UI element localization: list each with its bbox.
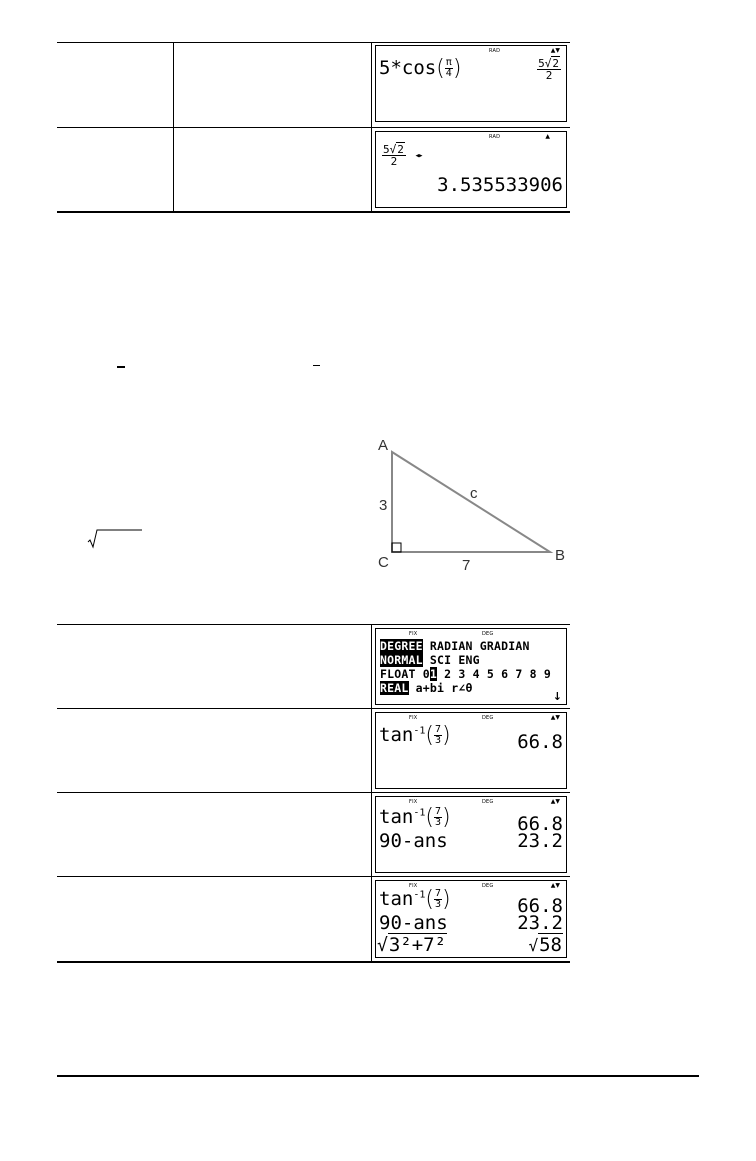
table1-col-divider-1 — [173, 42, 174, 212]
side-ac-label: 3 — [379, 497, 388, 514]
entry-line: $\tan^{-1}$( $\frac{7}{3}$ ) — [379, 723, 451, 748]
entry-line-1: $\tan^{-1}$( $\frac{7}{3}$ ) — [379, 887, 451, 912]
mode-option-radian[interactable]: RADIAN — [429, 639, 473, 653]
float-digit-selected[interactable]: 1 — [429, 667, 437, 681]
result-value-2: 23.2 — [517, 830, 563, 852]
toggle-icon: ◂▸ — [415, 151, 423, 160]
exact-result: $\frac{5√2}{2}$ — [538, 57, 559, 82]
table1-bottom-rule — [57, 211, 570, 213]
calc-screen-decimal — [375, 131, 567, 208]
scroll-arrows-icon: ▲▼ — [550, 798, 560, 805]
radical-sign-icon — [86, 528, 146, 550]
scroll-arrows-icon: ▲▼ — [550, 882, 560, 889]
entry-line-2: 90-ans — [379, 830, 448, 852]
float-digit[interactable]: 7 — [515, 667, 523, 681]
page-footer-rule — [57, 1075, 699, 1077]
calc-screen-cos — [375, 45, 567, 122]
entry-line-2: 90-ans — [379, 912, 448, 934]
vertex-a-label: A — [378, 437, 389, 454]
float-digit[interactable]: 9 — [543, 667, 551, 681]
calc-mode-screen — [375, 628, 567, 705]
vertex-b-label: B — [555, 547, 566, 564]
calc-screen-complement — [375, 796, 567, 873]
table2-bottom-rule — [57, 961, 570, 963]
mode-option-rect[interactable]: a+bi — [415, 681, 445, 695]
result-value-3: √58 — [528, 934, 562, 956]
pi-over-4: $\frac{\pi}{4}$ — [445, 57, 452, 79]
float-digit[interactable]: 4 — [472, 667, 480, 681]
mode-option-sci[interactable]: SCI — [429, 653, 452, 667]
table1-mid-rule — [57, 127, 570, 128]
table1-col-divider-2 — [371, 42, 372, 212]
result-value-2: 23.2 — [517, 912, 563, 934]
scroll-arrows-icon: ▲▼ — [550, 47, 560, 54]
mode-indicator: RAD — [489, 48, 501, 54]
mode-option-gradian[interactable]: GRADIAN — [479, 639, 530, 653]
float-digit[interactable]: 3 — [458, 667, 466, 681]
result-value-1: 66.8 — [517, 813, 563, 835]
deg-indicator: DEG — [482, 883, 494, 889]
fix-indicator: FIX — [409, 799, 418, 805]
calc-screen-tan-inverse — [375, 712, 567, 789]
fix-indicator: FIX — [409, 631, 418, 637]
notation-mode-row — [380, 653, 480, 667]
mode-option-degree[interactable]: DEGREE — [380, 639, 423, 653]
scroll-down-icon: ↓ — [552, 690, 562, 703]
float-digit[interactable]: 5 — [486, 667, 494, 681]
mode-option-eng[interactable]: ENG — [458, 653, 480, 667]
mode-indicator: RAD — [489, 134, 501, 140]
entry-line-3: √3²+7² — [377, 934, 447, 956]
calc-screen-hypotenuse — [375, 880, 567, 958]
right-angle-mark — [392, 543, 401, 552]
table2-rule-3 — [57, 876, 570, 877]
table2-rule-1 — [57, 708, 570, 709]
entry-line-1: $\tan^{-1}$( $\frac{7}{3}$ ) — [379, 805, 451, 830]
float-digit[interactable]: 2 — [444, 667, 452, 681]
deg-indicator: DEG — [482, 631, 494, 637]
text-mark — [313, 365, 320, 366]
table2-top-rule — [57, 624, 570, 625]
decimal-result: 3.535533906 — [437, 174, 563, 196]
fix-indicator: FIX — [409, 715, 418, 721]
fix-indicator: FIX — [409, 883, 418, 889]
scroll-arrows-icon: ▲▼ — [550, 714, 560, 721]
mode-option-polar[interactable]: r∠θ — [451, 681, 473, 695]
deg-indicator: DEG — [482, 799, 494, 805]
text-mark — [117, 366, 125, 368]
right-triangle-diagram — [370, 430, 580, 580]
complex-mode-row — [380, 681, 473, 695]
table2-col-divider — [371, 624, 372, 962]
result-value: 66.8 — [517, 731, 563, 753]
fraction-entry: $\frac{5√2}{2}$ ◂▸ — [383, 143, 423, 168]
scroll-up-icon: ▲ — [545, 133, 550, 140]
angle-mode-row — [380, 639, 530, 653]
vertex-c-label: C — [378, 554, 389, 571]
deg-indicator: DEG — [482, 715, 494, 721]
float-mode-row — [380, 667, 551, 681]
float-digit[interactable]: 0 — [422, 667, 430, 681]
mode-option-real[interactable]: REAL — [380, 681, 409, 695]
triangle-shape — [392, 452, 550, 552]
result-value-1: 66.8 — [517, 895, 563, 917]
table2-rule-2 — [57, 792, 570, 793]
float-digit[interactable]: 6 — [501, 667, 509, 681]
side-ab-label: c — [470, 485, 478, 502]
entry-line: 5*cos( $\frac{\pi}{4}$ ) — [379, 56, 462, 81]
mode-option-normal[interactable]: NORMAL — [380, 653, 423, 667]
side-cb-label: 7 — [462, 557, 471, 574]
float-digit[interactable]: 8 — [529, 667, 537, 681]
table1-top-rule — [57, 42, 570, 43]
mode-option-float[interactable]: FLOAT — [380, 667, 416, 681]
expr-prefix: 5*cos — [379, 57, 437, 79]
